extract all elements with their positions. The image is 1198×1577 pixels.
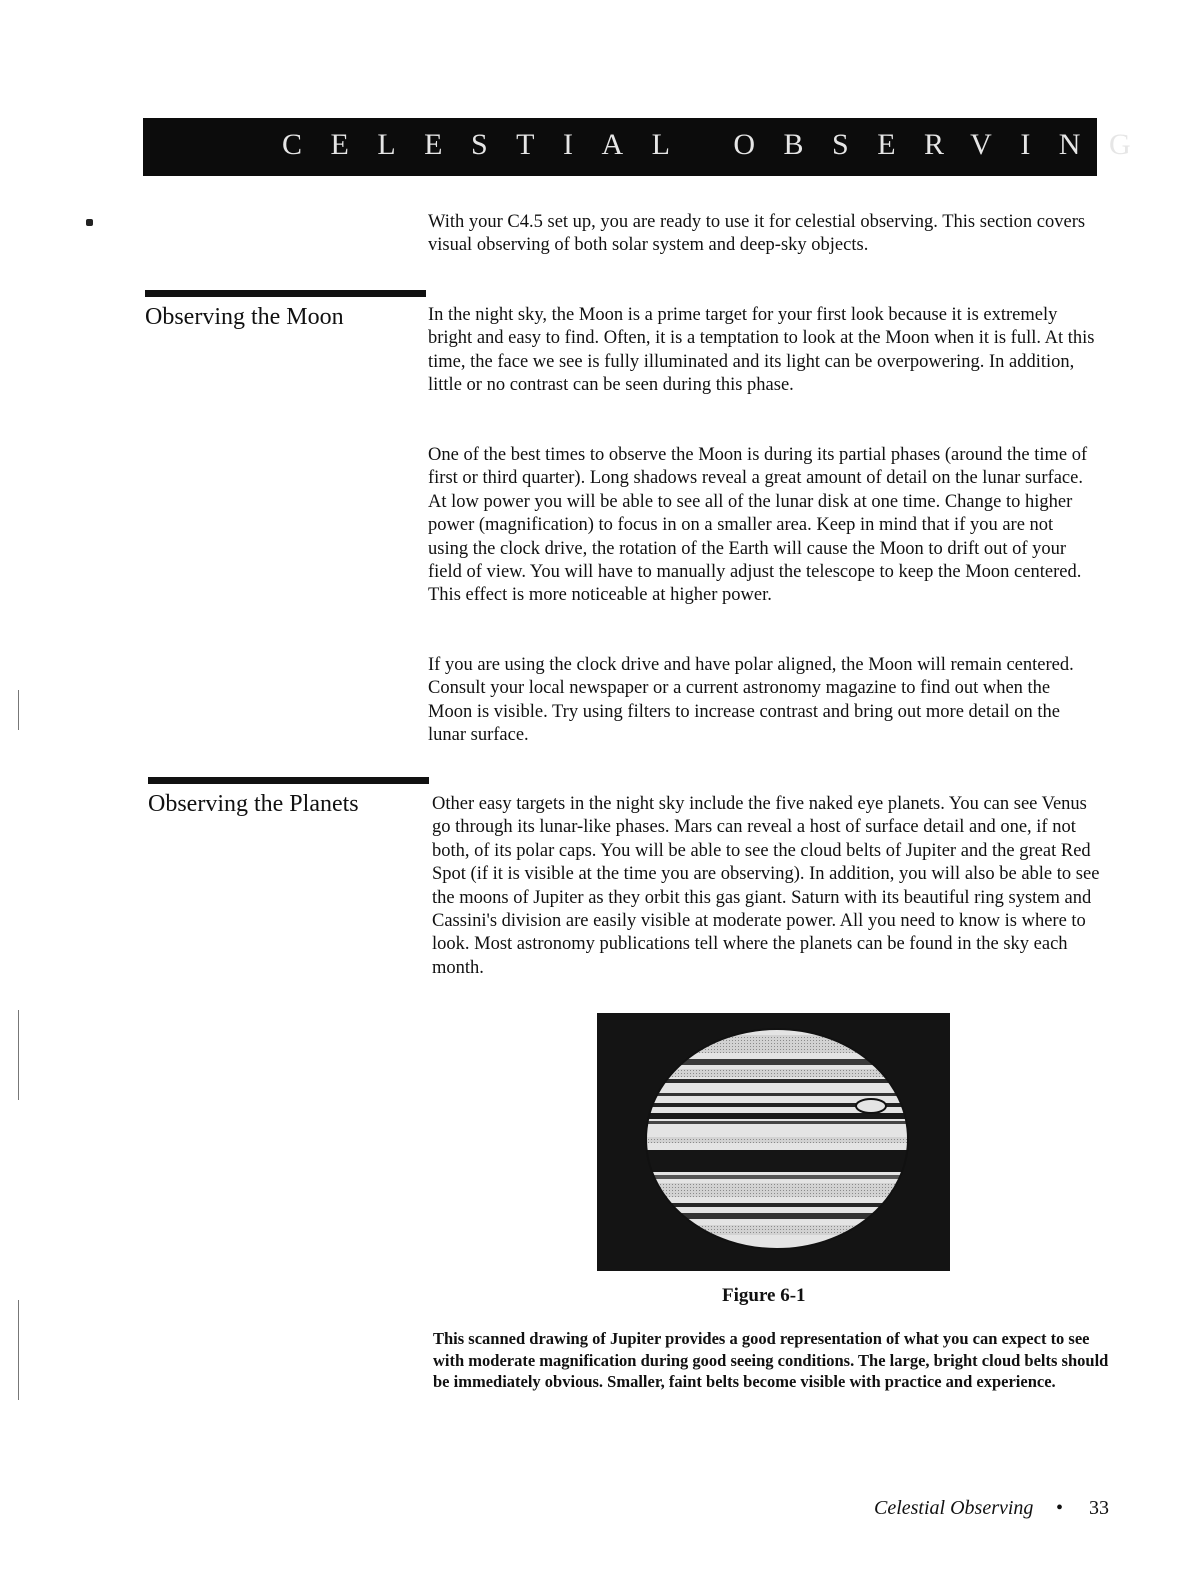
margin-mark bbox=[86, 219, 93, 226]
intro-paragraph: With your C4.5 set up, you are ready to use it for celestial observing. This section covers visual observing of both solar system and deep-sky objects. bbox=[428, 212, 1086, 256]
moon-paragraph-2: One of the best times to observe the Moon is during its partial phases (around the time of first or third quarter). Long shadows reveal a great amount of detail on the lunar surface. At low power you will be able to see all of the lunar disk at one time. Change to higher power (magnification) to focus in on a smaller area. Keep in mind that if you are not using the clock drive, the rotation of the Earth will cause the Moon to drift out of your field of view. You will have to manually adjust the telescope to keep the Moon centered. This effect is more noticeable at higher power. bbox=[428, 445, 1088, 606]
section-banner-title: CELESTIAL OBSERVING bbox=[282, 128, 1160, 161]
scan-edge-mark bbox=[18, 1010, 19, 1100]
heading-observing-planets: Observing the Planets bbox=[148, 791, 359, 817]
figure-label: Figure 6-1 bbox=[722, 1285, 806, 1306]
scan-edge-mark bbox=[18, 690, 19, 730]
planets-paragraph-1: Other easy targets in the night sky include the five naked eye planets. You can see Venus go through its lunar-like phases. Mars can reveal a host of surface detail and one, if not both, of its polar caps. You will be able to see the cloud belts of Jupiter and the great Red Spot (if it is visible at the time you are observing). In addition, you will also be able to see the moons of Jupiter as they orbit this gas giant. Saturn with its beautiful ring system and Cassini's division are easily visible at moderate power. All you need to know is where to look. Most astronomy publications tell where the planets can be found in the sky each month. bbox=[432, 794, 1100, 978]
moon-paragraph-1: In the night sky, the Moon is a prime target for your first look because it is extremely bright and easy to find. Often, it is a temptation to look at the Moon when it is full. At this time, the face we see is fully illuminated and its light can be overpowering. In addition, little or no contrast can be seen during this phase. bbox=[428, 305, 1095, 396]
figure-caption: This scanned drawing of Jupiter provides a good representation of what you can expect to see with moderate magnification during good seeing conditions. The large, bright cloud belts should be immediately obvious. Smaller, faint belts become visible with practice and experience. bbox=[433, 1329, 1109, 1391]
section-rule-moon bbox=[145, 290, 426, 297]
scan-edge-mark bbox=[18, 1300, 19, 1400]
heading-observing-moon: Observing the Moon bbox=[145, 304, 344, 330]
footer-section-title: Celestial Observing bbox=[874, 1497, 1034, 1519]
section-rule-planets bbox=[148, 777, 429, 784]
moon-paragraph-3: If you are using the clock drive and have polar aligned, the Moon will remain centered. Consult your local newspaper or a current astronomy magazine to find out when the Moon is visible. Try using filters to increase contrast and bring out more detail on the lunar surface. bbox=[428, 655, 1074, 746]
footer-bullet: • bbox=[1056, 1497, 1064, 1519]
page-number: 33 bbox=[1089, 1497, 1109, 1519]
jupiter-drawing bbox=[597, 1013, 950, 1271]
